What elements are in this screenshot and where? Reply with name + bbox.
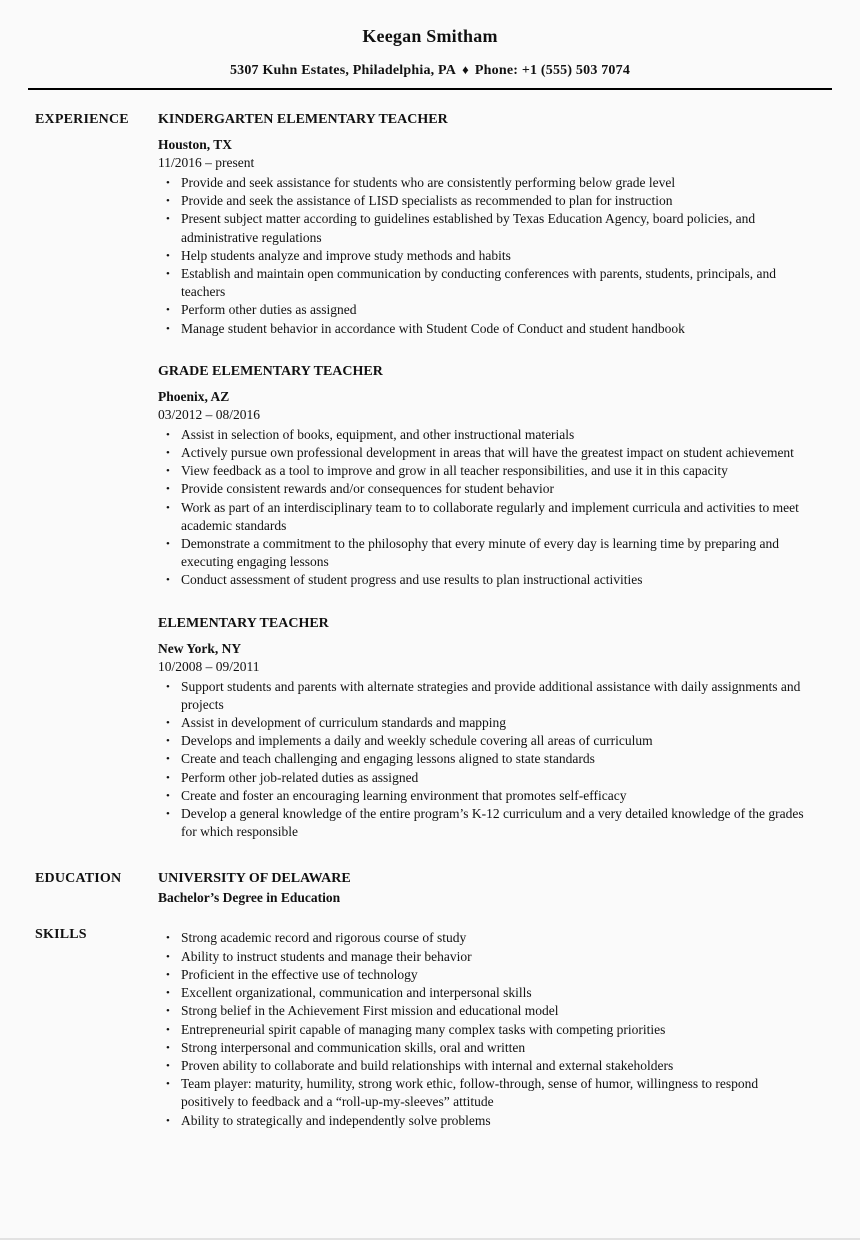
bullet-item [166,948,814,966]
job-bullet-list [158,174,814,338]
bullet-item [166,1057,814,1075]
section-education [28,870,832,907]
bullet-item [166,805,814,841]
bullet-icon: • [166,322,170,335]
bullet-item [166,426,814,444]
bullet-item [166,247,814,265]
bullet-text: Strong academic record and rigorous course of study [181,930,467,946]
bullet-icon: • [166,950,170,963]
bullet-text: View feedback as a tool to improve and grow in all teacher responsibilities, and use it in this capacity [181,463,728,479]
experience-label: EXPERIENCE [35,112,129,127]
bullet-item [166,192,814,210]
education-label: EDUCATION [35,871,122,887]
address-text: 5307 Kuhn Estates, Philadelphia, PA [229,63,457,78]
bullet-item [166,301,814,319]
bullet-item [166,966,814,984]
bullet-text: Support students and parents with alternate strategies and provide additional assistance with daily assignments and projects [181,678,801,712]
bullet-item [166,462,814,480]
bullet-text: Help students analyze and improve study methods and habits [181,247,511,263]
bullet-text: Work as part of an interdisciplinary team to to collaborate regularly and implement curricula and activities to meet academic standards [181,499,799,533]
person-name: Keegan Smitham [362,26,498,46]
bullet-text: Assist in development of curriculum standards and mapping [181,715,507,731]
bullet-icon: • [166,1023,170,1036]
bullet-text: Provide consistent rewards and/or consequences for student behavior [181,481,555,497]
bullet-item [166,499,814,535]
bullet-item [166,320,814,338]
bullet-text: Create and teach challenging and engaging lessons aligned to state standards [181,751,595,767]
job-entry-grade-elementary-teacher [158,363,814,590]
bullet-item [166,1075,814,1111]
bullet-item [166,1021,814,1039]
job-dates: 10/2008 – 09/2011 [158,658,260,674]
job-dates: 11/2016 – present [158,155,255,170]
bullet-icon: • [166,465,170,478]
bullet-icon: • [166,447,170,460]
bullet-icon: • [166,483,170,496]
job-bullet-list [158,678,814,842]
bullet-icon: • [166,501,170,514]
bullet-item [166,444,814,462]
bullet-text: Present subject matter according to guidelines established by Texas Education Agency, board policies, and administrative regulations [181,211,756,245]
bullet-text: Strong belief in the Achievement First mission and educational model [181,1003,559,1019]
bullet-item [166,1002,814,1020]
bullet-text: Conduct assessment of student progress and use results to plan instructional activities [181,572,643,588]
bullet-text: Provide and seek assistance for students who are consistently performing below grade level [181,175,676,190]
job-entry-elementary-teacher [158,615,814,842]
job-location: New York, NY [158,640,242,656]
bullet-icon: • [166,1041,170,1054]
bullet-item [166,174,814,192]
bullet-icon: • [166,808,170,821]
bullet-icon: • [166,771,170,784]
bullet-text: Develops and implements a daily and weekly schedule covering all areas of curriculum [181,733,653,749]
bullet-item [166,535,814,571]
bullet-icon: • [166,968,170,981]
bullet-item [166,732,814,750]
bullet-text: Actively pursue own professional development in areas that will have the greatest impact on student achievement [181,445,794,461]
bullet-item [166,787,814,805]
bullet-text: Establish and maintain open communication by conducting conferences with parents, students, principals, and teachers [181,266,776,300]
bullet-item [166,1039,814,1057]
bullet-text: Entrepreneurial spirit capable of managing many complex tasks with competing priorities [181,1021,666,1037]
bullet-icon: • [166,735,170,748]
bullet-text: Assist in selection of books, equipment, and other instructional materials [181,426,575,442]
bullet-icon: • [166,304,170,317]
bullet-icon: • [166,574,170,587]
bullet-item [166,929,814,947]
diamond-separator-icon: ♦ [462,62,469,77]
bullet-icon: • [166,1078,170,1091]
bullet-icon: • [166,1114,170,1127]
bullet-text: Perform other job-related duties as assigned [181,769,419,785]
job-dates: 03/2012 – 08/2016 [158,406,261,422]
job-location: Houston, TX [158,137,233,152]
bullet-text: Strong interpersonal and communication skills, oral and written [181,1039,526,1055]
bullet-item [166,1112,814,1130]
resume-header [28,26,832,90]
bullet-text: Demonstrate a commitment to the philosophy that every minute of every day is learning time by preparing and executing engaging lessons [181,536,779,570]
contact-line [28,62,832,79]
bullet-text: Excellent organizational, communication and interpersonal skills [181,985,532,1001]
bullet-icon: • [166,932,170,945]
skills-bullet-list [158,929,814,1129]
bullet-icon: • [166,177,170,189]
phone-text: Phone: +1 (555) 503 7074 [474,63,631,78]
bullet-text: Proven ability to collaborate and build relationships with internal and external stakeholders [181,1057,674,1073]
bullet-item [166,714,814,732]
bullet-text: Ability to instruct students and manage their behavior [181,948,472,964]
bullet-item [166,984,814,1002]
job-title: KINDERGARTEN ELEMENTARY TEACHER [158,112,448,127]
bullet-item [166,769,814,787]
section-skills [28,926,832,1129]
bullet-icon: • [166,753,170,766]
skills-content [158,926,814,1129]
education-content [158,870,814,907]
experience-content [158,111,814,841]
bullet-text: Provide and seek the assistance of LISD specialists as recommended to plan for instruction [181,193,673,209]
bullet-item [166,210,814,246]
degree-name: Bachelor’s Degree in Education [158,890,341,906]
header-divider [28,88,832,90]
bullet-icon: • [166,249,170,262]
skills-label: SKILLS [35,927,87,943]
bullet-icon: • [166,987,170,1000]
bullet-icon: • [166,1005,170,1018]
bullet-item [166,265,814,301]
bullet-icon: • [166,538,170,551]
bullet-icon: • [166,195,170,208]
bullet-text: Create and foster an encouraging learning environment that promotes self-efficacy [181,787,627,803]
bullet-icon: • [166,680,170,693]
job-bullet-list [158,426,814,590]
bullet-item [166,571,814,589]
job-title: ELEMENTARY TEACHER [158,615,329,631]
bullet-text: Manage student behavior in accordance with Student Code of Conduct and student handbook [181,320,685,336]
bullet-item [166,750,814,768]
job-location: Phoenix, AZ [158,388,230,404]
bullet-icon: • [166,1059,170,1072]
bullet-icon: • [166,268,170,281]
job-title: GRADE ELEMENTARY TEACHER [158,363,383,379]
bullet-item [166,678,814,714]
bullet-text: Ability to strategically and independently solve problems [181,1112,491,1128]
bullet-icon: • [166,789,170,802]
bullet-icon: • [166,213,170,226]
bullet-icon: • [166,428,170,441]
bullet-icon: • [166,717,170,730]
section-experience [28,111,832,841]
bullet-text: Proficient in the effective use of technology [181,966,418,982]
bullet-item [166,480,814,498]
bullet-text: Team player: maturity, humility, strong work ethic, follow-through, sense of humor, willingness to respond positively to feedback and a “roll-up-my-sleeves” attitude [181,1076,759,1110]
bullet-text: Perform other duties as assigned [181,302,357,318]
bullet-text: Develop a general knowledge of the entire program’s K-12 curriculum and a very detailed knowledge of the grades for which responsible [181,806,804,840]
school-name: UNIVERSITY OF DELAWARE [158,871,351,887]
job-entry-kindergarten-elementary-teacher [158,111,814,338]
